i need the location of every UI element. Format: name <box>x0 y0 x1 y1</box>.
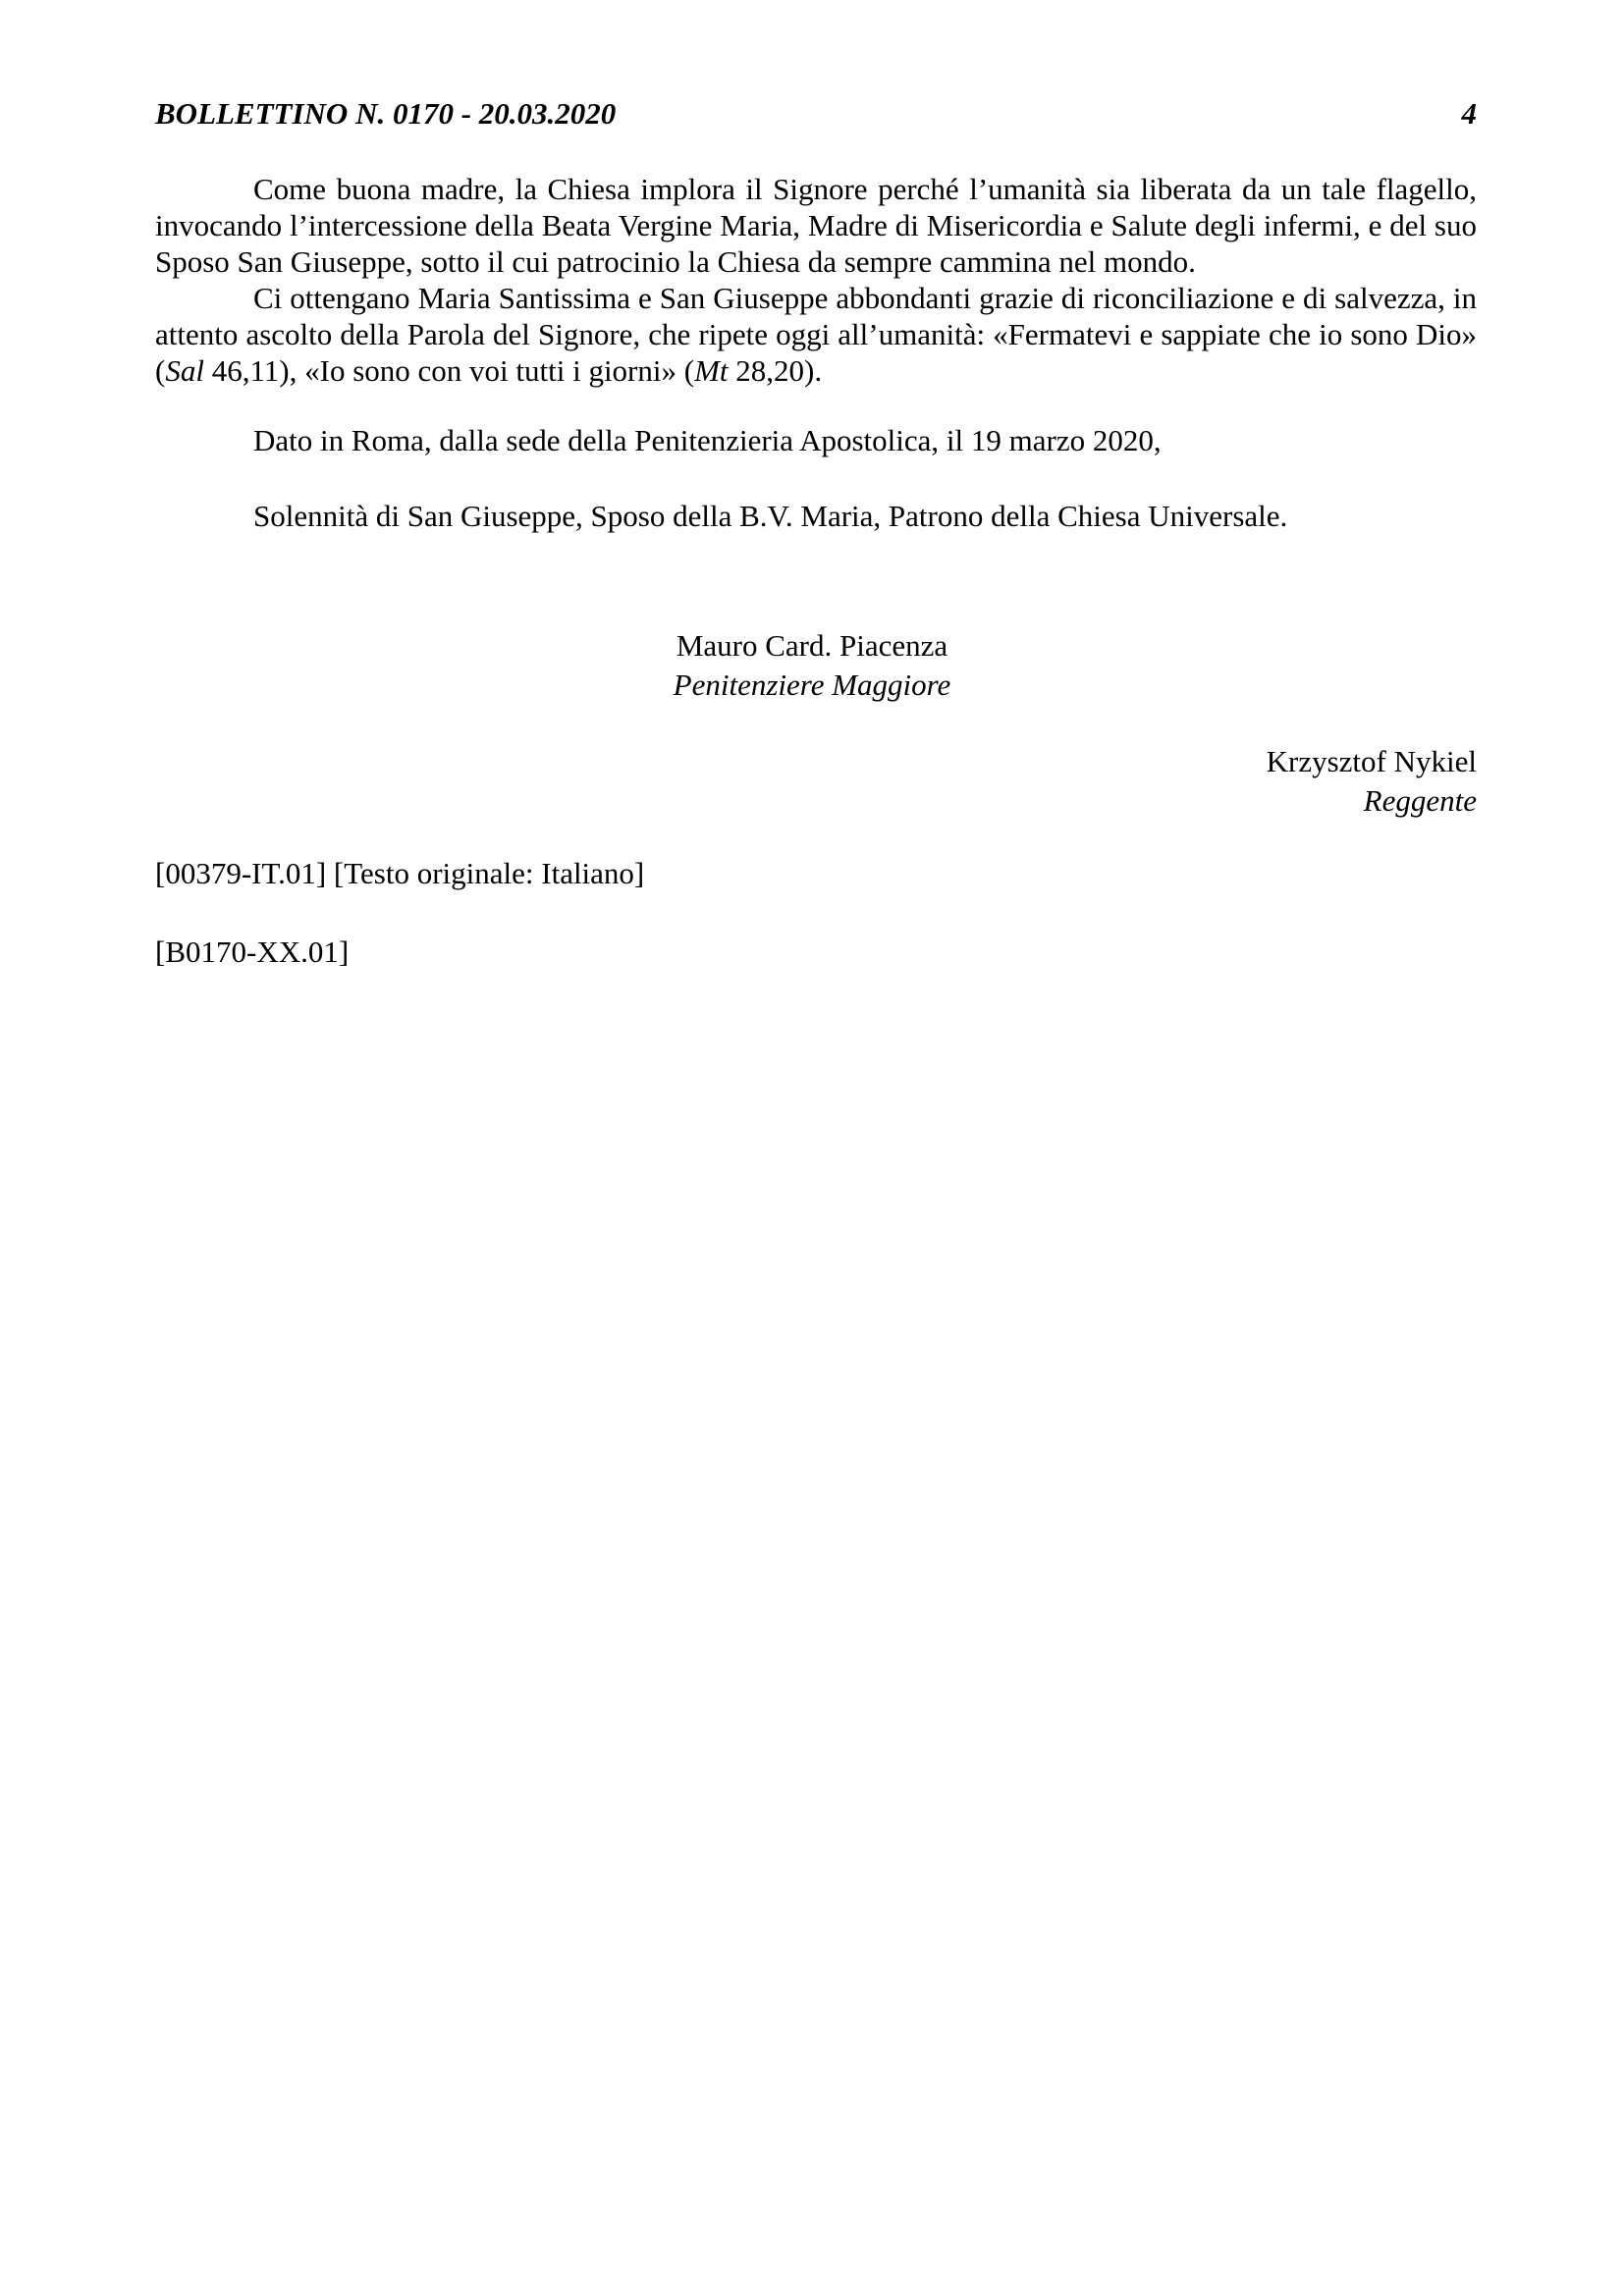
signature-nykiel <box>1267 742 1477 821</box>
reference-code: [00379-IT.01] [Testo originale: Italiano] <box>155 856 645 890</box>
bulletin-code: [B0170-XX.01] <box>155 934 350 969</box>
signatory-name: Mauro Card. Piacenza <box>676 628 948 663</box>
paragraph-blessing-text-1: Ci ottengano Maria Santissima e San Giuseppe abbondanti grazie di riconciliazione e di salvezza, in attento ascolto della Parola del Signore, che ripete oggi all’umanità: «Fermatevi e sappiate che io sono Dio» ( <box>155 281 1477 388</box>
paragraph-blessing-text-3: 28,20). <box>728 353 823 388</box>
page-header <box>155 94 1477 133</box>
paragraph-blessing <box>155 280 1477 389</box>
paragraph-blessing-text-2: 46,11), «Io sono con voi tutti i giorni» ( <box>203 353 695 388</box>
signature-piacenza <box>0 626 1624 705</box>
signatory-role: Penitenziere Maggiore <box>673 667 951 702</box>
paragraph-solemnity: Solennità di San Giuseppe, Sposo della B.V. Maria, Patrono della Chiesa Universale. <box>253 499 1288 533</box>
page-number: 4 <box>1461 96 1477 131</box>
citation-book-sal: Sal <box>165 353 204 388</box>
document-body <box>155 171 1477 534</box>
paragraph-prayer: Come buona madre, la Chiesa implora il Signore perché l’umanità sia liberata da un tale flagello, invocando l’intercessione della Beata Vergine Maria, Madre di Misericordia e Salute degli infermi, e del suo Sposo San Giuseppe, sotto il cui patrocinio la Chiesa da sempre cammina nel mondo. <box>155 172 1477 279</box>
bulletin-title: BOLLETTINO N. 0170 - 20.03.2020 <box>155 96 617 131</box>
signatory-role: Reggente <box>1363 783 1477 818</box>
paragraph-dated: Dato in Roma, dalla sede della Penitenzieria Apostolica, il 19 marzo 2020, <box>253 423 1162 457</box>
citation-book-mt: Mt <box>694 353 729 388</box>
signatory-name: Krzysztof Nykiel <box>1266 744 1477 778</box>
